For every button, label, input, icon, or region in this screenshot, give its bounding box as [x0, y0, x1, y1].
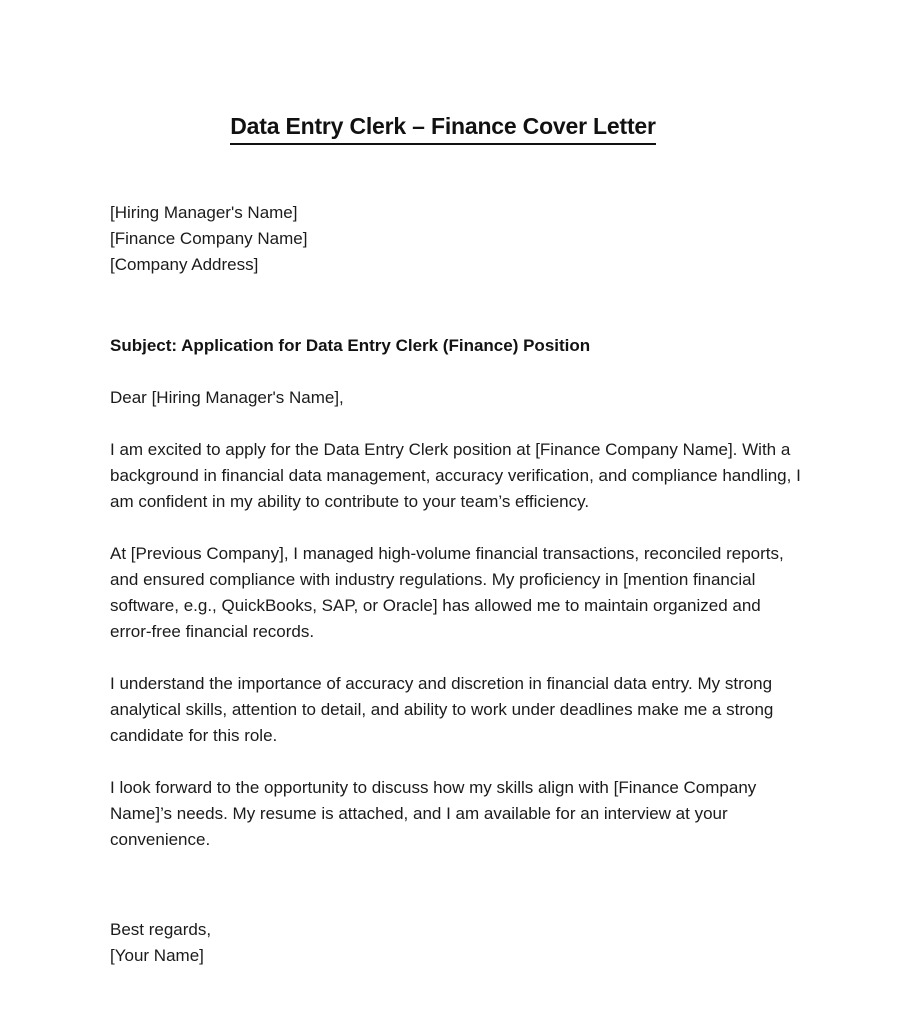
recipient-address-line: [Company Address] — [110, 254, 259, 274]
salutation-line: Dear [Hiring Manager's Name], — [110, 387, 344, 407]
document-body — [110, 0, 810, 969]
body-paragraph-1: I am excited to apply for the Data Entry Clerk position at [Finance Company Name]. With a background in financial data management, accuracy verification, and compliance handling, I am confident in my ability to contribute to your team’s efficiency. — [110, 439, 801, 511]
subject-line: Subject: Application for Data Entry Clerk (Finance) Position — [110, 335, 591, 355]
closing-signature: [Your Name] — [110, 945, 204, 965]
page-title-text: Data Entry Clerk – Finance Cover Letter — [230, 112, 656, 145]
body-paragraph-3: I understand the importance of accuracy and discretion in financial data entry. My strong analytical skills, attention to detail, and ability to work under deadlines make me a strong candidate for this role. — [110, 673, 774, 745]
closing-block — [110, 917, 810, 969]
recipient-company-line: [Finance Company Name] — [110, 228, 308, 248]
recipient-name-line: [Hiring Manager's Name] — [110, 202, 298, 222]
closing-signoff: Best regards, — [110, 919, 212, 939]
body-paragraph-2: At [Previous Company], I managed high-volume financial transactions, reconciled reports, and ensured compliance with industry regulations. My proficiency in [mention financial software, e.g., QuickBooks, SAP, or Oracle] has allowed me to maintain organized and error-free financial records. — [110, 543, 784, 641]
page-title — [110, 0, 810, 145]
recipient-address-block — [110, 200, 810, 278]
body-paragraph-4: I look forward to the opportunity to discuss how my skills align with [Finance Company Name]’s needs. My resume is attached, and I am available for an interview at your convenience. — [110, 777, 757, 849]
